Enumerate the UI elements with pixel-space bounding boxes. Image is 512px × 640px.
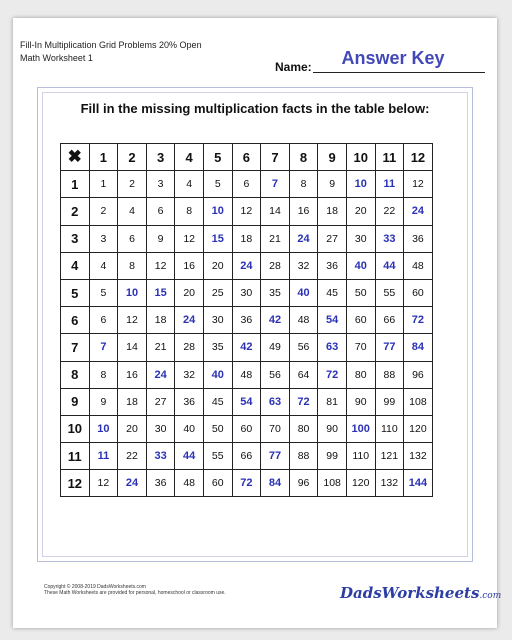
product-cell: 28	[175, 334, 204, 361]
product-cell: 30	[346, 225, 375, 252]
answer-cell: 11	[89, 443, 118, 470]
answer-cell: 7	[89, 334, 118, 361]
column-header: 6	[232, 144, 261, 171]
product-cell: 22	[375, 198, 404, 225]
product-cell: 55	[375, 279, 404, 306]
product-cell: 99	[318, 443, 347, 470]
column-header: 1	[89, 144, 118, 171]
product-cell: 35	[261, 279, 290, 306]
product-cell: 96	[404, 361, 433, 388]
product-cell: 56	[289, 334, 318, 361]
answer-cell: 40	[346, 252, 375, 279]
product-cell: 6	[118, 225, 147, 252]
answer-cell: 72	[404, 307, 433, 334]
table-row	[61, 252, 433, 279]
answer-cell: 63	[261, 388, 290, 415]
product-cell: 60	[346, 307, 375, 334]
answer-cell: 77	[261, 443, 290, 470]
product-cell: 20	[346, 198, 375, 225]
product-cell: 21	[261, 225, 290, 252]
answer-cell: 11	[375, 171, 404, 198]
table-row	[61, 307, 433, 334]
product-cell: 121	[375, 443, 404, 470]
product-cell: 70	[261, 415, 290, 442]
answer-cell: 40	[203, 361, 232, 388]
product-cell: 18	[146, 307, 175, 334]
table-row	[61, 470, 433, 497]
answer-cell: 84	[404, 334, 433, 361]
answer-cell: 72	[289, 388, 318, 415]
product-cell: 108	[318, 470, 347, 497]
product-cell: 49	[261, 334, 290, 361]
product-cell: 56	[261, 361, 290, 388]
product-cell: 27	[318, 225, 347, 252]
product-cell: 12	[175, 225, 204, 252]
product-cell: 81	[318, 388, 347, 415]
product-cell: 35	[203, 334, 232, 361]
product-cell: 8	[289, 171, 318, 198]
product-cell: 3	[146, 171, 175, 198]
table-row	[61, 388, 433, 415]
answer-cell: 42	[232, 334, 261, 361]
product-cell: 30	[232, 279, 261, 306]
product-cell: 110	[346, 443, 375, 470]
answer-cell: 100	[346, 415, 375, 442]
product-cell: 48	[175, 470, 204, 497]
name-underline	[313, 72, 485, 73]
answer-key-label: Answer Key	[341, 48, 445, 68]
product-cell: 132	[404, 443, 433, 470]
product-cell: 6	[232, 171, 261, 198]
product-cell: 66	[375, 307, 404, 334]
product-cell: 14	[118, 334, 147, 361]
worksheet-title-line-1: Fill-In Multiplication Grid Problems 20% Open	[20, 40, 202, 50]
product-cell: 16	[118, 361, 147, 388]
product-cell: 18	[318, 198, 347, 225]
product-cell: 32	[175, 361, 204, 388]
row-header: 7	[61, 334, 90, 361]
answer-cell: 24	[289, 225, 318, 252]
product-cell: 6	[89, 307, 118, 334]
product-cell: 32	[289, 252, 318, 279]
product-cell: 12	[146, 252, 175, 279]
copyright-line-1: Copyright © 2008-2019 DadsWorksheets.com	[44, 584, 146, 590]
row-header: 6	[61, 307, 90, 334]
product-cell: 18	[232, 225, 261, 252]
product-cell: 50	[203, 415, 232, 442]
answer-cell: 10	[203, 198, 232, 225]
product-cell: 80	[346, 361, 375, 388]
answer-cell: 40	[289, 279, 318, 306]
logo-suffix: .com	[479, 591, 502, 601]
table-row	[61, 225, 433, 252]
product-cell: 14	[261, 198, 290, 225]
table-row	[61, 443, 433, 470]
table-row	[61, 171, 433, 198]
multiply-symbol-icon: ✖	[61, 144, 90, 171]
table-row	[61, 198, 433, 225]
product-cell: 96	[289, 470, 318, 497]
table-row	[61, 361, 433, 388]
dadsworksheets-logo	[340, 584, 501, 602]
product-cell: 70	[346, 334, 375, 361]
product-cell: 36	[175, 388, 204, 415]
copyright-notice	[44, 584, 226, 596]
column-header: 3	[146, 144, 175, 171]
product-cell: 36	[146, 470, 175, 497]
column-header: 9	[318, 144, 347, 171]
answer-cell: 72	[318, 361, 347, 388]
product-cell: 28	[261, 252, 290, 279]
product-cell: 25	[203, 279, 232, 306]
answer-cell: 54	[232, 388, 261, 415]
product-cell: 48	[404, 252, 433, 279]
product-cell: 9	[318, 171, 347, 198]
product-cell: 80	[289, 415, 318, 442]
product-cell: 12	[89, 470, 118, 497]
column-header: 11	[375, 144, 404, 171]
column-header: 10	[346, 144, 375, 171]
product-cell: 45	[203, 388, 232, 415]
product-cell: 108	[404, 388, 433, 415]
product-cell: 3	[89, 225, 118, 252]
product-cell: 22	[118, 443, 147, 470]
product-cell: 90	[346, 388, 375, 415]
product-cell: 16	[289, 198, 318, 225]
product-cell: 4	[89, 252, 118, 279]
product-cell: 60	[232, 415, 261, 442]
product-cell: 12	[118, 307, 147, 334]
answer-cell: 72	[232, 470, 261, 497]
row-header: 1	[61, 171, 90, 198]
instructions-text: Fill in the missing multiplication facts in the table below:	[80, 101, 430, 116]
product-cell: 50	[346, 279, 375, 306]
answer-cell: 24	[404, 198, 433, 225]
copyright-line-2: These Math Worksheets are provided for personal, homeschool or classroom use.	[44, 590, 226, 596]
column-header: 2	[118, 144, 147, 171]
answer-cell: 7	[261, 171, 290, 198]
column-header: 7	[261, 144, 290, 171]
logo-text: DadsWorksheets	[340, 584, 480, 602]
product-cell: 40	[175, 415, 204, 442]
table-row	[61, 415, 433, 442]
product-cell: 90	[318, 415, 347, 442]
row-header: 2	[61, 198, 90, 225]
product-cell: 21	[146, 334, 175, 361]
product-cell: 48	[289, 307, 318, 334]
product-cell: 120	[404, 415, 433, 442]
product-cell: 20	[118, 415, 147, 442]
grid-header-row	[61, 144, 433, 171]
product-cell: 8	[118, 252, 147, 279]
multiplication-grid	[60, 143, 433, 497]
row-header: 3	[61, 225, 90, 252]
column-header: 5	[203, 144, 232, 171]
product-cell: 2	[118, 171, 147, 198]
product-cell: 110	[375, 415, 404, 442]
answer-cell: 63	[318, 334, 347, 361]
product-cell: 64	[289, 361, 318, 388]
answer-cell: 33	[146, 443, 175, 470]
product-cell: 55	[203, 443, 232, 470]
product-cell: 36	[404, 225, 433, 252]
answer-cell: 42	[261, 307, 290, 334]
product-cell: 36	[232, 307, 261, 334]
answer-cell: 10	[346, 171, 375, 198]
product-cell: 66	[232, 443, 261, 470]
row-header: 4	[61, 252, 90, 279]
product-cell: 2	[89, 198, 118, 225]
product-cell: 18	[118, 388, 147, 415]
product-cell: 6	[146, 198, 175, 225]
product-cell: 30	[203, 307, 232, 334]
answer-cell: 10	[89, 415, 118, 442]
answer-cell: 24	[146, 361, 175, 388]
answer-cell: 10	[118, 279, 147, 306]
row-header: 9	[61, 388, 90, 415]
product-cell: 16	[175, 252, 204, 279]
answer-cell: 24	[118, 470, 147, 497]
product-cell: 60	[203, 470, 232, 497]
product-cell: 99	[375, 388, 404, 415]
answer-cell: 84	[261, 470, 290, 497]
product-cell: 1	[89, 171, 118, 198]
product-cell: 4	[118, 198, 147, 225]
answer-cell: 15	[203, 225, 232, 252]
table-row	[61, 334, 433, 361]
product-cell: 20	[203, 252, 232, 279]
product-cell: 132	[375, 470, 404, 497]
answer-cell: 24	[232, 252, 261, 279]
product-cell: 45	[318, 279, 347, 306]
product-cell: 27	[146, 388, 175, 415]
name-label: Name:	[275, 60, 312, 74]
column-header: 12	[404, 144, 433, 171]
product-cell: 30	[146, 415, 175, 442]
product-cell: 88	[289, 443, 318, 470]
answer-cell: 15	[146, 279, 175, 306]
answer-cell: 24	[175, 307, 204, 334]
product-cell: 5	[89, 279, 118, 306]
column-header: 4	[175, 144, 204, 171]
table-row	[61, 279, 433, 306]
product-cell: 9	[146, 225, 175, 252]
row-header: 11	[61, 443, 90, 470]
product-cell: 20	[175, 279, 204, 306]
row-header: 12	[61, 470, 90, 497]
product-cell: 36	[318, 252, 347, 279]
product-cell: 8	[175, 198, 204, 225]
product-cell: 8	[89, 361, 118, 388]
answer-cell: 44	[175, 443, 204, 470]
product-cell: 12	[404, 171, 433, 198]
product-cell: 4	[175, 171, 204, 198]
answer-cell: 44	[375, 252, 404, 279]
product-cell: 9	[89, 388, 118, 415]
row-header: 10	[61, 415, 90, 442]
row-header: 8	[61, 361, 90, 388]
product-cell: 12	[232, 198, 261, 225]
answer-cell: 33	[375, 225, 404, 252]
answer-cell: 54	[318, 307, 347, 334]
column-header: 8	[289, 144, 318, 171]
product-cell: 120	[346, 470, 375, 497]
product-cell: 88	[375, 361, 404, 388]
answer-cell: 77	[375, 334, 404, 361]
row-header: 5	[61, 279, 90, 306]
worksheet-title-line-2: Math Worksheet 1	[20, 53, 93, 63]
product-cell: 5	[203, 171, 232, 198]
product-cell: 60	[404, 279, 433, 306]
product-cell: 48	[232, 361, 261, 388]
answer-cell: 144	[404, 470, 433, 497]
